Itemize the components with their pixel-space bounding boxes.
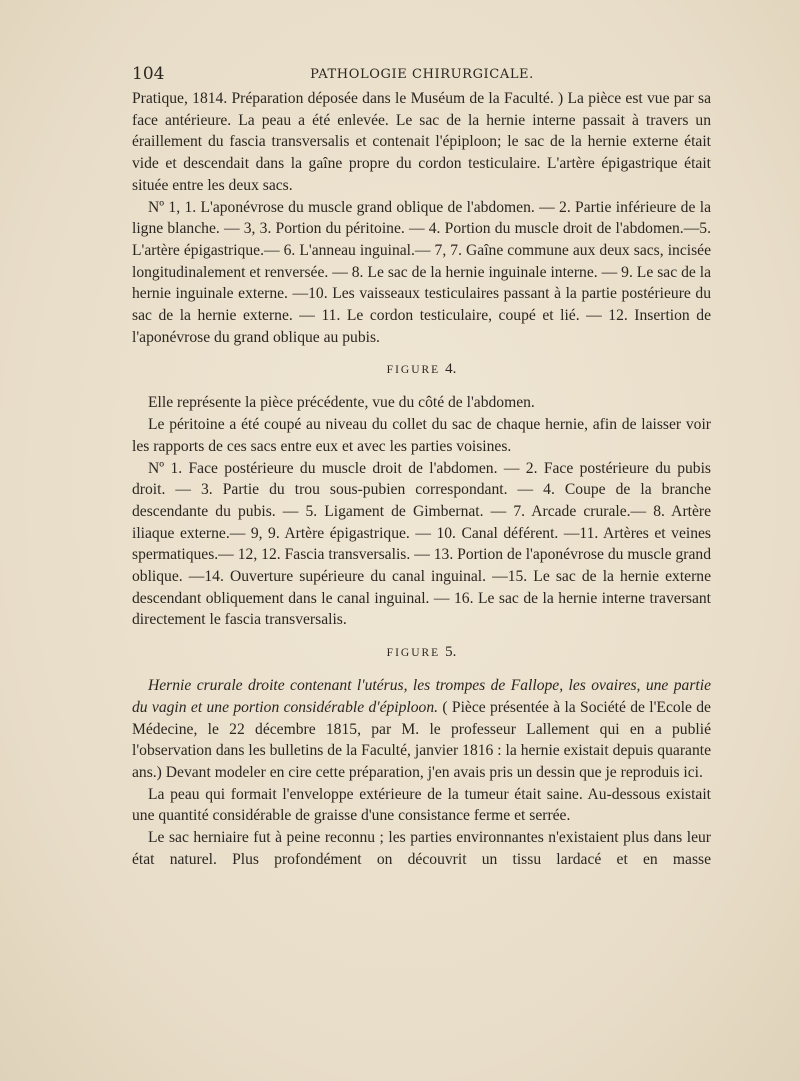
paragraph-continued: Pratique, 1814. Préparation déposée dans le Muséum de la Faculté. ) La pièce est vue par sa face antérieure. La peau a été enlevée. Le sac de la hernie interne passait à travers un éraillement du fascia transversalis et contenait l'épiploon; le sac de la hernie externe était vide et descendait dans la gaîne propre du cordon testiculaire. L'artère épigastrique était située entre les deux sacs.	[132, 90, 711, 194]
figure5-number: 5.	[445, 644, 457, 661]
figure5-paragraph: Le sac herniaire fut à peine reconnu ; les parties environnantes n'existaient plus dans leur état naturel. Plus profondément on découvrit un tissu lardacé et en masse	[132, 829, 711, 868]
figure5-heading	[132, 641, 711, 663]
figure5-intro	[132, 675, 711, 784]
figure4-number: 4.	[445, 361, 457, 378]
figure4-paragraph: Le péritoine a été coupé au niveau du collet du sac de chaque hernie, afin de laisser voir les rapports de ces sacs entre eux et avec les parties voisines.	[132, 416, 711, 455]
figure4-label: FIGURE	[386, 364, 441, 377]
figure4-legend: Nº 1. Face postérieure du muscle droit de l'abdomen. — 2. Face postérieure du pubis droit. — 3. Partie du trou sous-pubien correspondant. — 4. Coupe de la branche descendante du pubis. — 5. Ligament de Gimbernat. — 7. Arcade crurale.— 8. Artère iliaque externe.— 9, 9. Artère épigastrique. — 10. Canal déférent. —11. Artères et veines spermatiques.— 12, 12. Fascia transversalis. — 13. Portion de l'aponévrose du muscle grand oblique. —14. Ouverture supérieure du canal inguinal. —15. Le sac de la hernie externe descendant obliquement dans le canal inguinal. — 16. Le sac de la hernie interne traversant directement le fascia transversalis.	[132, 459, 711, 629]
figure5-intro-text: ( Pièce présentée à la Société de l'Ecole de Médecine, le 22 décembre 1815, par M. le professeur Lallement qui en a publié l'observation dans les bulletins de la Faculté, janvier 1816 : la hernie existait depuis quarante ans.) Devant modeler en cire cette préparation, j'en avais pris un dessin que je reproduis ici.	[132, 698, 711, 781]
figure5-title-italic: Hernie crurale droite contenant l'utérus, les trompes de Fallope, les ovaires, une partie du vagin et une portion considérable d'épiploon.	[132, 677, 711, 716]
figure5-paragraph: La peau qui formait l'enveloppe extérieure de la tumeur était saine. Au-dessous existait une quantité considérable de graisse d'une consistance ferme et serrée.	[132, 785, 711, 825]
figure5-label: FIGURE	[386, 647, 441, 660]
figure3-legend: Nº 1, 1. L'aponévrose du muscle grand oblique de l'abdomen. — 2. Partie inférieure de la ligne blanche. — 3, 3. Portion du péritoine. — 4. Portion du muscle droit de l'abdomen.—5. L'artère épigastrique.— 6. L'anneau inguinal.— 7, 7. Gaîne commune aux deux sacs, incisée longitudinalement et renversée. — 8. Le sac de la hernie inguinale interne. — 9. Le sac de la hernie inguinale externe. —10. Les vaisseaux testiculaires passant à la partie postérieure du sac de la hernie externe. — 11. Le cordon testiculaire, coupé et lié. — 12. Insertion de l'aponévrose du grand oblique au pubis.	[132, 198, 711, 346]
page-body	[132, 88, 711, 871]
running-title: PATHOLOGIE CHIRURGICALE.	[310, 67, 534, 82]
page-header	[132, 64, 712, 86]
page-number: 104	[132, 64, 165, 84]
figure4-heading	[132, 358, 711, 380]
figure4-paragraph: Elle représente la pièce précédente, vue du côté de l'abdomen.	[148, 394, 535, 412]
